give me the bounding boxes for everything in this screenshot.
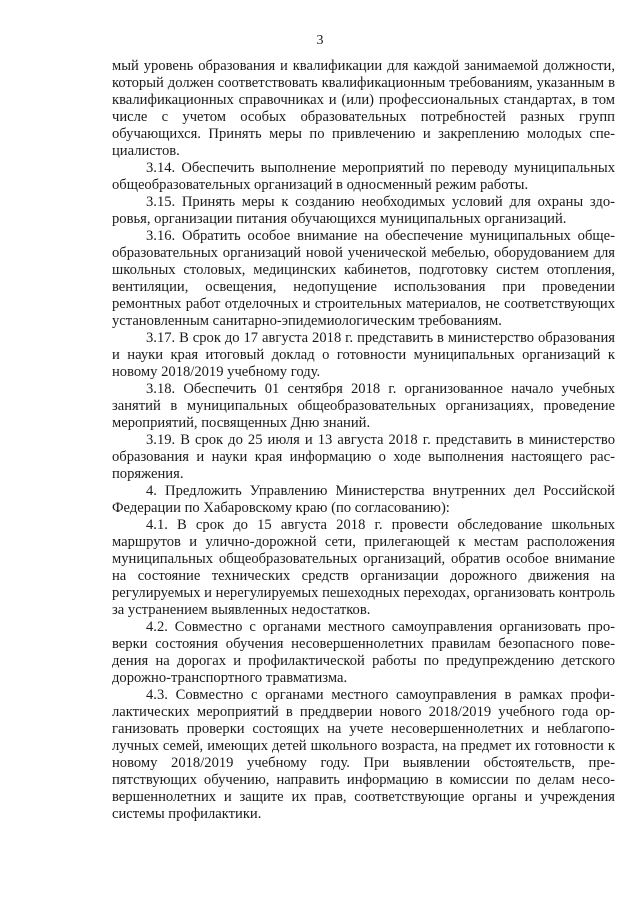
paragraph-3-18: 3.18. Обеспечить 01 сентября 2018 г. организованное начало учебных занятий в муниципальных общеобразовательных организациях, проведение мероприятий, посвященных Дню знаний. [112, 381, 615, 431]
paragraph-3-16: 3.16. Обратить особое внимание на обеспечение муниципальных общеобразовательных организаций новой ученической мебелью, оборудованием для школьных столовых, медицинских кабинетов, подготовку систем отопления, вентиляции, освещения, недопущение использования при проведении ремонтных работ отделочных и строительных материалов, не соответствующих установленным санитарно-эпидемиологическим требованиям. [112, 228, 615, 329]
paragraph-3-17: 3.17. В срок до 17 августа 2018 г. представить в министерство образования и науки края итоговый доклад о готовности муниципальных организаций к новому 2018/2019 учебному году. [112, 330, 615, 380]
paragraph-3-19: 3.19. В срок до 25 июля и 13 августа 2018 г. представить в министерство образования и науки края информацию о ходе выполнения настоящего распоряжения. [112, 432, 615, 482]
paragraph-3-15: 3.15. Принять меры к созданию необходимых условий для охраны здоровья, организации питания обучающихся муниципальных организаций. [112, 194, 615, 227]
paragraph-4: 4. Предложить Управлению Министерства внутренних дел Российской Федерации по Хабаровскому краю (по согласованию): [112, 483, 615, 516]
document-body [112, 58, 615, 823]
paragraph-continuation: мый уровень образования и квалификации для каждой занимаемой должности, который должен соответствовать квалификационным требованиям, указанным в квалификационных справочниках и (или) профессиональных стандартах, в том числе с учетом особых образовательных потребностей разных групп обучающихся. Принять меры по привлечению и закреплению молодых специалистов. [112, 58, 615, 159]
paragraph-4-1: 4.1. В срок до 15 августа 2018 г. провести обследование школьных маршрутов и улично-дорожной сети, прилегающей к местам расположения муниципальных общеобразовательных организаций, обратив особое внимание на состояние технических средств организации дорожного движения на регулируемых и нерегулируемых пешеходных переходах, организовать контроль за устранением выявленных недостатков. [112, 517, 615, 618]
page-number: 3 [316, 33, 324, 48]
paragraph-3-14: 3.14. Обеспечить выполнение мероприятий по переводу муниципальных общеобразовательных организаций в односменный режим работы. [112, 160, 615, 193]
paragraph-4-2: 4.2. Совместно с органами местного самоуправления организовать проверки состояния обучения несовершеннолетних правилам безопасного поведения на дорогах и профилактической работы по предупреждению детского дорожно-транспортного травматизма. [112, 619, 615, 686]
paragraph-4-3: 4.3. Совместно с органами местного самоуправления в рамках профилактических мероприятий в преддверии нового 2018/2019 учебного года организовать проверки состоящих на учете несовершеннолетних и неблагополучных семей, имеющих детей школьного возраста, на предмет их готовности к новому 2018/2019 учебному году. При выявлении обстоятельств, препятствующих обучению, направить информацию в комиссии по делам несовершеннолетних и защите их прав, соответствующие органы и учреждения системы профилактики. [112, 687, 615, 822]
